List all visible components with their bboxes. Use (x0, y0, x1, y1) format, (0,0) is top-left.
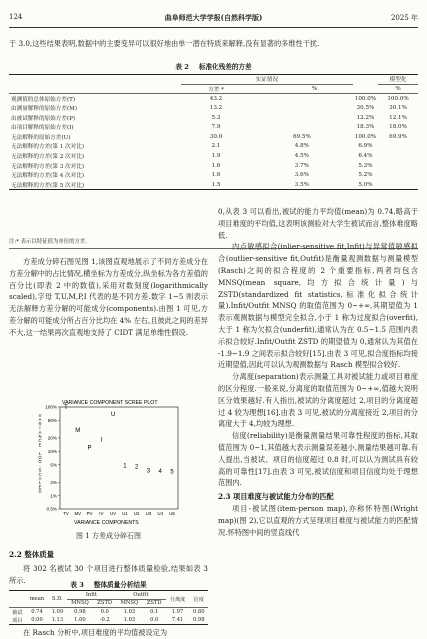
y-axis-label-char: R (38, 421, 42, 427)
table2 (9, 74, 418, 190)
left-paragraph-1: 方差成分碎石图见图 1,该图直观地展示了不同方差成分在方差分解中的占比情况,横坐标为方差成分,纵坐标为各方差值的百分比(即表 2 中的数值),采用对数刻度(logarithmically scaled),字母 T,U,M,P,I 代表的是不同方差.数字 1~5 则表示无法解释方差分解的可能成分(components).由图 1 可见,方差分解的可能成分所占百分比均在 4% 左右,且彼此之间的差异不大,这一结果再次直观地支持了 CIDT 满足单维性假设. (9, 257, 208, 337)
y-axis-label-char: A (38, 429, 42, 435)
scree-point-4: 4 (158, 468, 162, 475)
scree-point-M: M (75, 427, 81, 434)
table2-subheader-pct1: % (251, 84, 378, 94)
y-tick-label: 50% (47, 417, 57, 423)
table2-cell-p3: 69.9% (389, 133, 407, 140)
y-tick-label: 5% (50, 462, 57, 468)
y-axis-label-char: A (38, 476, 42, 481)
scree-point-2: 2 (134, 464, 139, 471)
y-axis-label (38, 413, 42, 494)
table3-cell: 被试 (12, 609, 23, 616)
table3-row (9, 608, 208, 617)
table2-cell-name: 无法解释的方差(第 4 次对比) (11, 173, 85, 180)
table2-group-actual: 实证情况 (181, 75, 353, 85)
y-axis-label-char: N (38, 434, 42, 439)
table2-cell-p3 (378, 170, 418, 180)
table3-cell: 0.1 (150, 609, 159, 616)
t3-head-outfit-mnsq: MNSQ (120, 600, 139, 607)
y-axis-label-char: G (38, 459, 42, 465)
y-axis-label-char: L (38, 450, 42, 456)
table2-title: 标准化残差的方差 (198, 63, 252, 71)
table2-cell-p2: 12.2% (356, 114, 375, 121)
x-tick-label: TV (63, 511, 69, 516)
t3-head-sep: 分离度 (169, 596, 186, 603)
table2-cell-p1 (251, 94, 353, 104)
x-tick-label: U2 (133, 511, 140, 516)
right-last-paragraph: 项目-被试图(item-person map),亦称怀特图(Wright map)(图 2),它以直观的方式呈现项目难度与被试能力的匹配情况.怀特图中间的竖直线代 (218, 503, 418, 537)
table2-row (9, 142, 418, 152)
section-2-2-heading: 2.2 整体质量 (9, 550, 54, 559)
section-2-2-text: 将 302 名被试 30 个项目进行整体质量检验,结果如表 3 所示. (9, 564, 208, 585)
right-paragraph-2: 内点敏感拟合(inlier-sensitive fit,Infit)与异常值敏感拟合(outlier-sensitive fit,Outfit)是衡量观测数据与测量模型(Rasch)之间的拟合程度的 2 个重要指标,两者均包含 MNSQ(mean square,均方拟合统计量)与 ZSTD(standardized fit statistics,标准化拟合统计量).Infit/Outfit MNSQ 的取值范围为 0~+∞,其期望值为 1 表示观测数据与模型完全拟合,小于 1 称为过度拟合(overfit),大于 1 称为欠拟合(underfit),通常认为在 0.5~1.5 范围内表示拟合较好.Infit/Outfit ZSTD 的期望值为 0,通常认为其值在 -1.9~1.9 之间表示拟合较好[15].由表 3 可见,拟合度指标均接近期望值,因此可以认为观测数据与 Rasch 模型拟合较好. (218, 242, 418, 370)
t3-head-infit-mnsq: MNSQ (71, 600, 89, 607)
table3-cell: 1.03 (123, 609, 136, 616)
table2-row (9, 132, 418, 142)
t3-head-sd: S.D. (52, 596, 63, 603)
x-tick-label: PV (86, 511, 93, 516)
table2-cell-p1: 3.7% (294, 162, 309, 169)
table2-caption (9, 61, 418, 71)
t3-head-infit: Infit (67, 591, 117, 600)
table2-cell-name: 无法解释的方差(第 1 次对比) (11, 144, 85, 151)
plot-frame (60, 407, 178, 509)
y-axis-label-char: - (39, 463, 41, 469)
table3-cell: 0.80 (192, 609, 205, 616)
page-number: 124 (9, 13, 23, 21)
table2-cell-p2: 5.0% (358, 181, 373, 188)
table2-row (9, 122, 418, 132)
x-axis-label: VARIANCE COMPONENTS (74, 520, 139, 526)
scree-point-3: 3 (146, 468, 151, 475)
table2-cell-v: 13.2 (209, 105, 223, 112)
y-axis-label-char: D (38, 488, 42, 494)
table2-cell-v: 1.5 (211, 181, 221, 188)
table2-cell-p1: 69.5% (292, 133, 311, 140)
table2-subheader-unit: 方差 * (181, 84, 251, 94)
table2-group-model: 模型化 (378, 75, 418, 85)
y-tick-label: 100% (45, 404, 57, 410)
y-axis-label-char: I (39, 425, 41, 431)
t3-head-outfit-zstd: ZSTD (146, 600, 162, 607)
table2-label: 表 2 (175, 63, 189, 71)
table3-cell: 1.13 (51, 617, 64, 624)
scree-plot (34, 397, 184, 527)
table3-cell: 1.97 (171, 609, 184, 616)
table2-cell-p2: 5.3% (358, 162, 373, 169)
table2-cell-v: 43.2 (209, 95, 223, 102)
table3-caption (9, 579, 208, 589)
table2-note: 注:* 表示以特征值为单位的方差. (9, 239, 88, 245)
table2-cell-p3: 100.0% (387, 95, 409, 102)
table2-cell-v: 2.1 (211, 143, 221, 150)
table2-cell-name: 无法解释的方差(第 5 次对比) (11, 182, 85, 189)
table2-cell-p1 (251, 122, 353, 132)
y-ticks (45, 405, 60, 512)
header-rule (9, 27, 418, 28)
x-tick-label: U1 (122, 511, 128, 516)
right-paragraph-1: 0,从表 3 可以看出,被试的能力平均值(mean)为 0.74,略高于项目难度的平均值,这表明该测验对大学生被试而言,整体难度略低. (218, 207, 418, 240)
running-header (9, 13, 418, 25)
figure1-caption: 图 1 方差成分碎石图 (76, 532, 141, 540)
y-tick-label: 2% (50, 479, 57, 485)
t3-head-infit-zstd: ZSTD (97, 600, 113, 607)
t3-head-outfit: Outfit (116, 591, 166, 600)
table3-title: 整体质量分析结果 (93, 581, 147, 589)
table3-cell: 项目 (12, 617, 23, 624)
table2-row (9, 180, 418, 190)
table2-cell-p3: 30.1% (389, 105, 407, 112)
t3-head-rel: 信度 (193, 596, 204, 603)
table2-cell-p3 (378, 180, 418, 190)
table2-cell-p1 (251, 103, 353, 113)
table2-cell-name: 观测值的总体原始方差(T) (11, 96, 76, 103)
y-axis-label-char: C (38, 471, 42, 477)
table3-cell: 1.00 (74, 617, 86, 624)
y-tick-label: 20% (47, 435, 57, 441)
table3-cell: 0.98 (192, 617, 205, 624)
table2-cell-name: 无法解释的方差(第 3 次对比) (11, 163, 85, 170)
table2-cell-p1: 4.8% (294, 143, 309, 150)
table2-cell-p3 (378, 142, 418, 152)
x-tick-label: UV (110, 511, 117, 516)
y-tick-label: 1% (50, 493, 57, 499)
journal-title: 曲阜师范大学学报(自然科学版) (164, 13, 263, 22)
y-axis-label-char: C (38, 438, 42, 444)
table2-subheader-name (9, 84, 181, 94)
table2-cell-p2: 6.4% (358, 153, 373, 160)
table2-cell-v: 30.0 (209, 133, 223, 140)
table2-row (9, 94, 418, 104)
table3-cell: 0.0 (150, 617, 159, 624)
table2-row (9, 103, 418, 113)
y-axis-label-char: L (38, 480, 42, 486)
table2-cell-v: 1.9 (211, 153, 221, 160)
t3-head-mean: mean (29, 596, 45, 603)
table3-cell: 7.41 (171, 617, 184, 624)
table2-cell-name: 无法解释的方差(第 2 次对比) (11, 154, 85, 161)
x-tick-label: U3 (145, 511, 152, 516)
table3-row (9, 616, 208, 625)
table2-cell-name: 无法解释的原始方差(U) (11, 134, 71, 141)
table2-cell-v: 5.3 (211, 114, 221, 121)
table2-cell-p2: 100.0% (354, 95, 377, 102)
table2-row (9, 170, 418, 180)
left-last-line: 在 Rasch 分析中,项目难度的平均值被设定为 (23, 628, 168, 637)
table2-cell-name: 由项目解释的原始方差(I) (11, 125, 74, 132)
table2-cell-v: 1.6 (211, 162, 221, 169)
section-2-3-heading: 2.3 项目难度与被试能力分布的匹配 (218, 492, 334, 502)
table2-cell-p1: 4.5% (294, 153, 309, 160)
y-tick-label: 0.5% (46, 506, 57, 512)
year: 2025 年 (390, 14, 418, 22)
table3-cell: 0.00 (31, 617, 43, 624)
plot-points (64, 405, 174, 476)
y-axis-label-char: O (38, 455, 42, 460)
x-ticks (63, 511, 175, 516)
table2-row (9, 113, 418, 123)
table2-cell-p2: 100.0% (354, 133, 377, 140)
table2-cell-p3 (378, 161, 418, 171)
table2-row (9, 161, 418, 171)
scree-point-T: T (64, 405, 68, 411)
table3-label: 表 3 (70, 581, 84, 589)
table3-cell: 0.74 (31, 609, 43, 616)
table3-cell: 0.98 (74, 609, 86, 616)
y-axis-label-char: A (38, 417, 42, 423)
scree-point-5: 5 (170, 469, 174, 476)
y-tick-label: 10% (47, 448, 57, 454)
table2-cell-p3 (378, 151, 418, 161)
table2-cell-p2: 6.9% (358, 143, 373, 150)
table2-cell-v: 7.9 (211, 124, 221, 131)
table3-cell: 0.0 (100, 609, 109, 616)
right-paragraph-3: 分离度(separation)表示测量工具对被试能力或项目难度的区分程度.一般来说,分离度的取值范围为 0~+∞,值越大说明区分效果越好.有人指出,被试的分离度超过 2,项目的分离度超过 4 较为理想[16].由表 3 可见,被试的分离度接近 2,项目的分离度大于 4,均较为理想. (218, 372, 418, 429)
table3-cell: -0.2 (99, 617, 110, 624)
x-tick-label: IV (99, 511, 104, 516)
y-axis-label-char: E (38, 484, 42, 490)
table2-cell-p1 (251, 113, 353, 123)
table2-cell-p3: 18.0% (389, 124, 407, 131)
table2-cell-name: 由测量解释的原始方差(M) (11, 106, 78, 113)
table2-cell-p3: 12.1% (389, 114, 407, 121)
y-axis-label-char: S (38, 467, 42, 473)
table2-cell-p2: 5.2% (358, 172, 373, 179)
right-paragraph-4: 信度(reliability)是衡量测量结果可靠性程度的指标,其取值范围为 0~1,其值越大表示测量误差越小,测量结果越可靠.有人提出,当被试、项目的信度超过 0.8 时,可以认为测试具有较高的可靠性[17].由表 3 可见,被试信度和项目信度均处于理想范围内. (218, 431, 418, 488)
x-tick-label: MV (74, 511, 82, 516)
y-axis-label-char: E (38, 442, 42, 448)
x-tick-label: U5 (169, 511, 175, 516)
table2-cell-p1: 3.5% (294, 181, 309, 188)
scree-point-U: U (110, 412, 116, 419)
table2-cell-name: 由被试解释的原始方差(P) (11, 115, 76, 122)
table3-cell: 1.09 (51, 609, 64, 616)
table2-cell-p2: 30.5% (356, 105, 375, 112)
chart-title: VARIANCE COMPONENT SCREE PLOT (62, 400, 158, 406)
table2-cell-v: 1.6 (211, 172, 221, 179)
table2-subheader-pct2: % (378, 84, 418, 94)
intro-paragraph: 于 3.0,这些结果表明,数据中的主要变异可以很好地由单一潜在特质来解释,没有显著的多维性干扰. (9, 39, 320, 48)
table2-cell-p1: 3.6% (294, 172, 309, 179)
table3 (9, 590, 208, 625)
table3-cell: 1.03 (123, 617, 136, 624)
table2-cell-p2: 18.3% (356, 124, 375, 131)
scree-point-P: P (87, 445, 92, 452)
x-tick-label: U4 (157, 511, 164, 516)
right-column (218, 206, 418, 538)
scree-point-I: I (100, 437, 103, 444)
table2-row (9, 151, 418, 161)
y-axis-label-char: V (38, 413, 42, 418)
scree-point-1: 1 (123, 463, 127, 470)
